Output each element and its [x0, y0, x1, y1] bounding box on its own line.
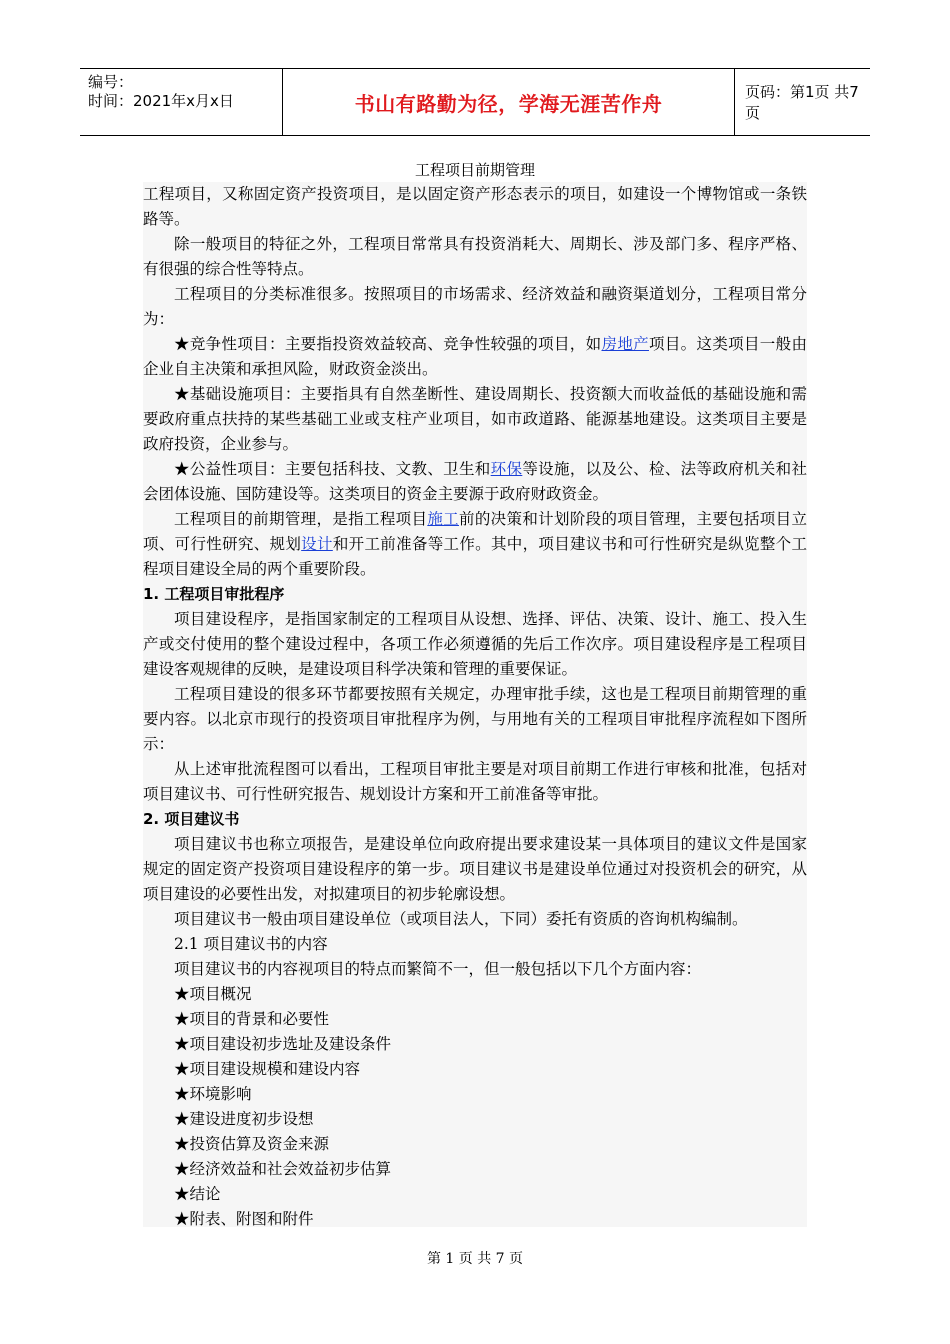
- paragraph: 项目建设程序，是指国家制定的工程项目从设想、选择、评估、决策、设计、施工、投入生产或交付使用的整个建设过程中，各项工作必须遵循的先后工作次序。项目建设程序是工程项目建设客观规律的反映，是建设项目科学决策和管理的重要保证。: [143, 610, 807, 678]
- link-design[interactable]: 设计: [301, 535, 333, 553]
- bullet-list: [143, 982, 807, 1232]
- list-item: ★建设进度初步设想: [174, 1110, 314, 1128]
- paragraph: [143, 332, 807, 382]
- text-run: 和开工前准备等工作。其中，项目建议书和可行性研究是纵览整个工程项目建设全局的两个重要阶段。: [143, 535, 807, 578]
- paragraph: 工程项目，又称固定资产投资项目，是以固定资产形态表示的项目，如建设一个博物馆或一条铁路等。: [143, 185, 807, 228]
- list-item: ★项目建设规模和建设内容: [174, 1060, 361, 1078]
- link-environment[interactable]: 环保: [490, 460, 523, 478]
- list-item: ★项目概况: [174, 985, 252, 1003]
- link-real-estate[interactable]: 房地产: [601, 335, 649, 353]
- subsection-heading-2-1: 2.1 项目建议书的内容: [174, 935, 328, 953]
- header-code: 编号：: [88, 73, 134, 91]
- list-item: ★经济效益和社会效益初步估算: [174, 1160, 392, 1178]
- paragraph: ★基础设施项目：主要指具有自然垄断性、建设周期长、投资额大而收益低的基础设施和需要政府重点扶持的某些基础工业或支柱产业项目，如市政道路、能源基地建设。这类项目主要是政府投资，企业参与。: [143, 385, 807, 453]
- list-item: ★项目建设初步选址及建设条件: [174, 1035, 392, 1053]
- text-run: 工程项目的前期管理，是指工程项目: [174, 510, 428, 528]
- paragraph: 从上述审批流程图可以看出，工程项目审批主要是对项目前期工作进行审核和批准，包括对项目建议书、可行性研究报告、规划设计方案和开工前准备等审批。: [143, 760, 807, 803]
- paragraph: 项目建议书也称立项报告，是建设单位向政府提出要求建设某一具体项目的建议文件是国家规定的固定资产投资项目建设程序的第一步。项目建议书是建设单位通过对投资机会的研究，从项目建设的必要性出发，对拟建项目的初步轮廓设想。: [143, 835, 807, 903]
- document-body: [143, 182, 807, 1227]
- document-header: [80, 68, 870, 136]
- paragraph: 项目建议书的内容视项目的特点而繁简不一，但一般包括以下几个方面内容：: [174, 960, 702, 978]
- paragraph: 除一般项目的特征之外，工程项目常常具有投资消耗大、周期长、涉及部门多、程序严格、有很强的综合性等特点。: [143, 235, 807, 278]
- list-item: ★项目的背景和必要性: [174, 1010, 330, 1028]
- list-item: ★环境影响: [174, 1085, 252, 1103]
- text-run: 等设施，以及公、检、法等政府机关和社会团体设施、国防建设等。这类项目的资金主要源于政府财政资金。: [143, 460, 807, 503]
- text-run: 项目。这类项目一般由企业自主决策和承担风险，财政资金淡出。: [143, 335, 807, 378]
- text-run: ★公益性项目：主要包括科技、文教、卫生和: [174, 460, 491, 478]
- paragraph: 项目建议书一般由项目建设单位（或项目法人，下同）委托有资质的咨询机构编制。: [174, 910, 748, 928]
- paragraph: 工程项目的分类标准很多。按照项目的市场需求、经济效益和融资渠道划分，工程项目常分为：: [143, 285, 807, 328]
- paragraph: 工程项目建设的很多环节都要按照有关规定，办理审批手续，这也是工程项目前期管理的重要内容。以北京市现行的投资项目审批程序为例，与用地有关的工程项目审批程序流程如下图所示：: [143, 685, 807, 753]
- list-item: ★投资估算及资金来源: [174, 1135, 330, 1153]
- list-item: ★附表、附图和附件: [174, 1210, 314, 1228]
- document-title: 工程项目前期管理: [414, 161, 535, 179]
- text-run: 前的决策和计划阶段的项目管理，主要包括项目立项、可行性研究、规划: [143, 510, 807, 553]
- link-construction[interactable]: 施工: [427, 510, 459, 528]
- header-page: 页码：第1页 共7页: [745, 83, 859, 122]
- list-item: ★结论: [174, 1185, 221, 1203]
- paragraph: [143, 507, 807, 582]
- header-motto: 书山有路勤为径，学海无涯苦作舟: [282, 69, 735, 135]
- header-time: 时间：2021年x月x日: [88, 92, 234, 110]
- header-meta: [80, 69, 282, 135]
- page-footer: 第 1 页 共 7 页: [426, 1251, 524, 1267]
- text-run: ★竞争性项目：主要指投资效益较高、竞争性较强的项目，如: [174, 335, 602, 353]
- paragraph: [143, 457, 807, 507]
- section-heading-2: 2. 项目建议书: [143, 810, 240, 828]
- section-heading-1: 1. 工程项目审批程序: [143, 585, 285, 603]
